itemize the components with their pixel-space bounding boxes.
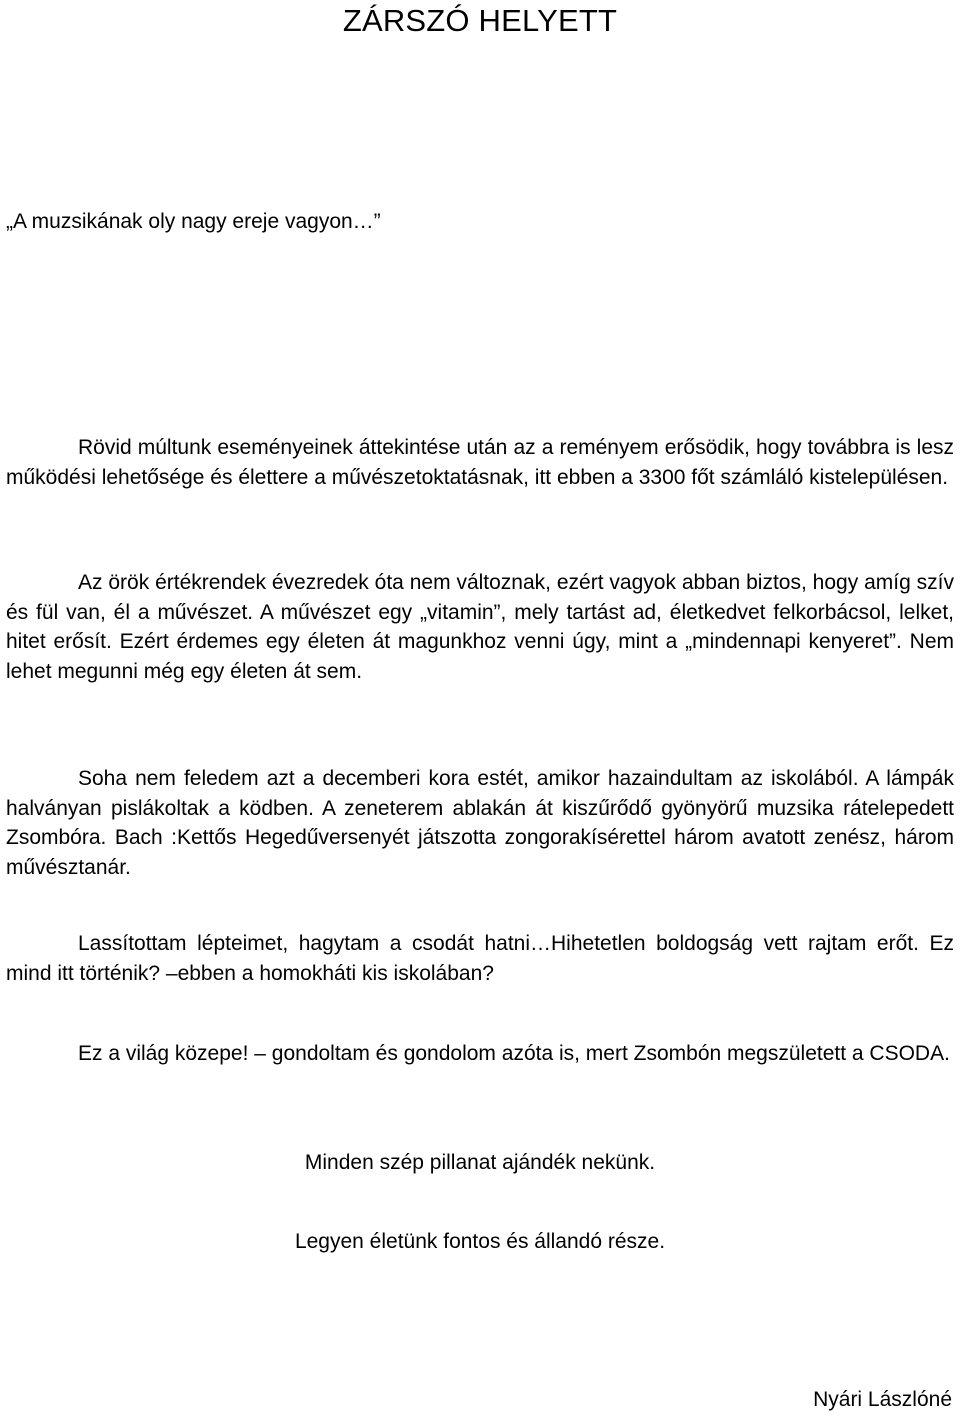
paragraph-2: Az örök értékrendek évezredek óta nem változnak, ezért vagyok abban biztos, hogy amíg szív és fül van, él a művészet. A művészet egy „vitamin”, mely tartást ad, életkedvet felkorbácsol, lelket, hitet erősít. Ezért érdemes egy életen át magunkhoz venni úgy, mint a „mindennapi kenyeret”. Nem lehet megunni még egy életen át sem. bbox=[6, 571, 954, 683]
paragraph-1: Rövid múltunk eseményeinek áttekintése után az a reményem erősödik, hogy továbbra is lesz működési lehetősége és élettere a művészetoktatásnak, itt ebben a 3300 főt számláló kistelepülésen. bbox=[6, 436, 954, 489]
closing-line-1: Minden szép pillanat ajándék nekünk. bbox=[304, 1151, 656, 1174]
paragraph-3: Soha nem feledem azt a decemberi kora estét, amikor hazaindultam az iskolából. A lámpák halványan pislákoltak a ködben. A zeneterem ablakán át kiszűrődő gyönyörű muzsika rátelepedett Zsombóra. Bach :Kettős Hegedűversenyét játszotta zongorakísérettel három avatott zenész, három művésztanár. bbox=[6, 767, 954, 879]
paragraph-5: Ez a világ közepe! – gondoltam és gondolom azóta is, mert Zsombón megszületett a CSODA. bbox=[78, 1042, 950, 1065]
closing-line-2: Legyen életünk fontos és állandó része. bbox=[294, 1230, 666, 1253]
page-title: ZÁRSZÓ HELYETT bbox=[342, 3, 618, 38]
paragraph-4: Lassítottam lépteimet, hagytam a csodát hatni…Hihetetlen boldogság vett rajtam erőt. Ez mind itt történik? –ebben a homokháti kis iskolában? bbox=[6, 932, 954, 985]
signature: Nyári Lászlóné bbox=[813, 1388, 952, 1411]
motto-quote: „A muzsikának oly nagy ereje vagyon…” bbox=[6, 210, 381, 233]
